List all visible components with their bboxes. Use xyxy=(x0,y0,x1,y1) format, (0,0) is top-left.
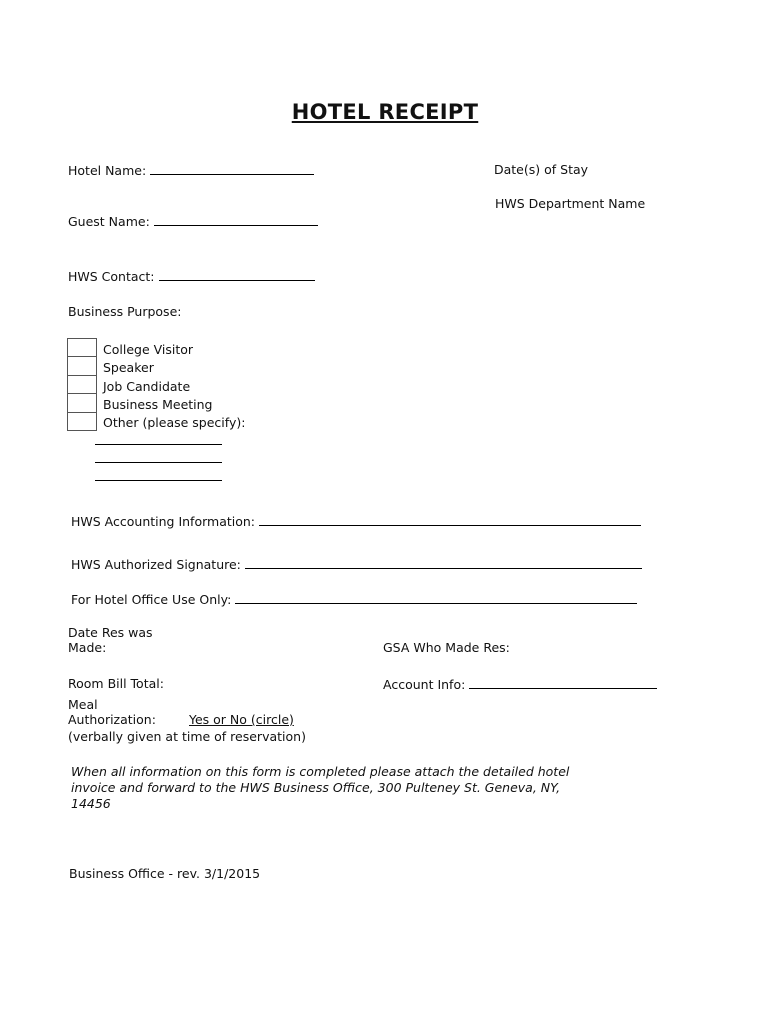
hotel-office-use-field[interactable] xyxy=(71,591,637,608)
date-res-label-2: Made: xyxy=(68,640,107,655)
purpose-checkbox-group xyxy=(67,338,97,431)
account-info-line[interactable] xyxy=(469,676,657,689)
hotel-name-field[interactable] xyxy=(68,162,314,179)
checkbox-college-visitor[interactable] xyxy=(67,338,97,356)
checkbox-other[interactable] xyxy=(67,412,97,431)
hws-contact-label: HWS Contact: xyxy=(68,269,155,284)
department-name-label: HWS Department Name xyxy=(495,196,646,211)
room-bill-total-label: Room Bill Total: xyxy=(68,676,164,691)
option-speaker: Speaker xyxy=(103,360,154,376)
guest-name-label: Guest Name: xyxy=(68,214,150,229)
hotel-name-line[interactable] xyxy=(150,162,314,175)
meal-label-1: Meal xyxy=(68,697,98,712)
hws-contact-line[interactable] xyxy=(159,268,315,281)
authorized-signature-line[interactable] xyxy=(245,556,642,569)
footer-revision: Business Office - rev. 3/1/2015 xyxy=(69,866,261,881)
instructions-line-2: invoice and forward to the HWS Business Office, 300 Pulteney St. Geneva, NY, xyxy=(71,780,561,795)
page-title: HOTEL RECEIPT xyxy=(291,100,479,124)
meal-note: (verbally given at time of reservation) xyxy=(68,729,306,744)
authorized-signature-label: HWS Authorized Signature: xyxy=(71,557,241,572)
option-business-meeting: Business Meeting xyxy=(103,396,213,412)
gsa-who-made-label: GSA Who Made Res: xyxy=(383,640,510,655)
option-college-visitor: College Visitor xyxy=(103,342,194,357)
meal-choice[interactable]: Yes or No (circle) xyxy=(189,712,294,727)
business-purpose-label: Business Purpose: xyxy=(68,304,182,319)
hotel-name-label: Hotel Name: xyxy=(68,163,147,178)
guest-name-field[interactable] xyxy=(68,213,318,230)
account-info-label: Account Info: xyxy=(383,677,466,692)
other-specify-line-3[interactable] xyxy=(95,480,222,481)
option-other: Other (please specify): xyxy=(103,415,246,431)
accounting-info-line[interactable] xyxy=(259,513,641,526)
accounting-info-label: HWS Accounting Information: xyxy=(71,514,256,529)
checkbox-job-candidate[interactable] xyxy=(67,375,97,393)
other-specify-line-2[interactable] xyxy=(95,462,222,463)
date-res-label-1: Date Res was xyxy=(68,625,153,640)
checkbox-speaker[interactable] xyxy=(67,356,97,374)
instructions-line-3: 14456 xyxy=(71,796,111,811)
other-specify-line-1[interactable] xyxy=(95,444,222,445)
purpose-options-list xyxy=(103,341,245,432)
accounting-info-field[interactable] xyxy=(71,513,641,530)
instructions-line-1: When all information on this form is completed please attach the detailed hotel xyxy=(71,764,570,779)
option-job-candidate: Job Candidate xyxy=(103,378,191,394)
guest-name-line[interactable] xyxy=(154,213,318,226)
dates-of-stay-label: Date(s) of Stay xyxy=(494,162,589,177)
account-info-field[interactable] xyxy=(383,676,657,693)
hws-contact-field[interactable] xyxy=(68,268,315,285)
checkbox-business-meeting[interactable] xyxy=(67,393,97,411)
hotel-office-use-label: For Hotel Office Use Only: xyxy=(71,592,232,607)
meal-label-2: Authorization: xyxy=(68,712,156,727)
authorized-signature-field[interactable] xyxy=(71,556,642,573)
hotel-office-use-line[interactable] xyxy=(235,591,637,604)
